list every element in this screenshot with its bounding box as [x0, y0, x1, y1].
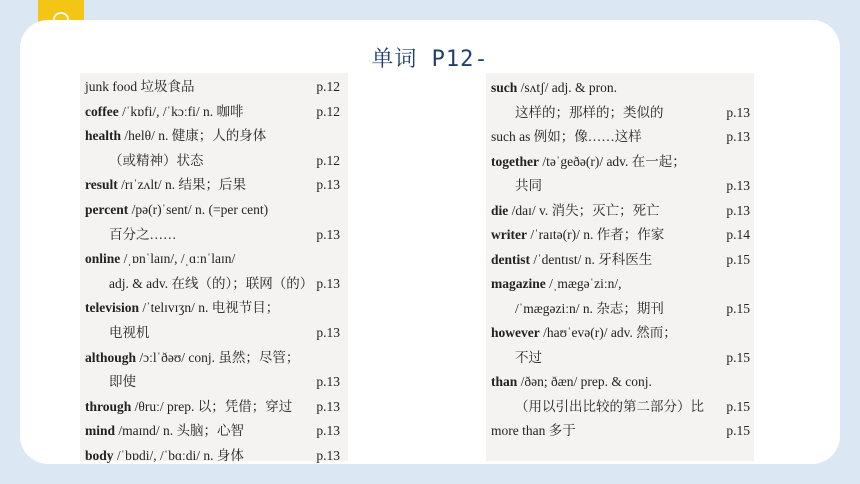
vocab-entry — [491, 370, 754, 395]
definition: junk food 垃圾食品 — [85, 79, 195, 94]
vocab-entry — [491, 272, 754, 297]
definition: /ˈbɒdi/, /ˈbɑːdi/ n. 身体 — [113, 447, 244, 463]
entry-text — [491, 80, 617, 95]
vocab-entry — [85, 124, 348, 149]
definition: more than 多于 — [491, 423, 576, 438]
vocab-entry — [85, 370, 348, 395]
vocab-entry — [491, 199, 754, 224]
definition: such as 例如；像……这样 — [491, 129, 642, 144]
entry-text — [85, 79, 195, 94]
entry-text — [85, 153, 204, 168]
definition: /ˈraɪtə(r)/ n. 作者；作家 — [526, 227, 665, 242]
headword: health — [85, 128, 122, 144]
vocab-column-left — [80, 73, 348, 461]
page-ref: p.13 — [726, 104, 750, 120]
page-ref: p.13 — [316, 324, 340, 340]
vocab-entry — [85, 419, 348, 444]
vocab-entry — [85, 247, 348, 272]
headword: die — [491, 202, 509, 218]
vocab-entry — [85, 223, 348, 248]
entry-text — [85, 448, 244, 463]
entry-text — [85, 202, 268, 217]
page-title: 单词 P12- — [371, 47, 489, 72]
page-ref: p.12 — [316, 103, 340, 119]
entry-text — [491, 325, 677, 340]
entry-text — [85, 276, 313, 291]
page-ref: p.15 — [726, 423, 750, 438]
entry-text — [85, 423, 244, 438]
vocab-entry — [491, 346, 754, 371]
entry-text — [491, 227, 664, 242]
definition: （或精神）状态 — [109, 152, 204, 168]
definition: /haʊˈevə(r)/ adv. 然而； — [539, 325, 677, 340]
entry-text — [85, 177, 246, 192]
definition: 百分之…… — [109, 226, 177, 242]
entry-text — [491, 178, 542, 193]
definition: 即使 — [109, 374, 136, 390]
entry-text — [491, 105, 664, 120]
page-ref: p.13 — [726, 129, 750, 144]
entry-text — [491, 276, 621, 291]
vocab-entry — [85, 173, 348, 198]
vocab-entry — [85, 198, 348, 223]
definition: /ðən; ðæn/ prep. & conj. — [517, 374, 652, 389]
headword: mind — [85, 423, 116, 439]
vocab-entry — [491, 223, 754, 248]
definition: /θruː/ prep. 以；凭借；穿过 — [131, 398, 293, 414]
vocab-entry — [491, 395, 754, 420]
page-ref: p.15 — [726, 251, 750, 267]
entry-text — [85, 399, 292, 414]
page-ref: p.13 — [316, 423, 340, 439]
vocab-entry — [491, 419, 754, 444]
headword: online — [85, 251, 121, 267]
entry-text — [491, 252, 652, 267]
headword: percent — [85, 201, 129, 217]
vocab-entry — [85, 321, 348, 346]
definition: /rɪˈzʌlt/ n. 结果；后果 — [117, 177, 246, 193]
page-ref: p.12 — [316, 152, 340, 168]
page-ref: p.13 — [316, 374, 340, 390]
vocab-entry — [491, 101, 754, 126]
headword: writer — [491, 227, 527, 242]
page-ref: p.14 — [726, 227, 750, 242]
headword: although — [85, 349, 137, 365]
definition: /ˌɒnˈlaɪn/, /ˌɑːnˈlaɪn/ — [120, 251, 236, 267]
entry-text — [491, 203, 660, 218]
vocab-entry — [85, 296, 348, 321]
headword: body — [85, 447, 114, 463]
entry-text — [85, 128, 266, 143]
page-ref: p.15 — [726, 300, 750, 316]
headword: through — [85, 398, 132, 414]
definition: /daɪ/ v. 消失；灭亡；死亡 — [508, 202, 660, 218]
vocab-entry — [85, 75, 348, 100]
entry-text — [85, 350, 299, 365]
page-ref: p.13 — [316, 398, 340, 414]
entry-text — [491, 399, 704, 414]
page-ref: p.15 — [726, 349, 750, 365]
headword: magazine — [491, 276, 546, 291]
headword: television — [85, 300, 139, 316]
headword: coffee — [85, 103, 119, 119]
headword: dentist — [491, 251, 531, 267]
entry-text — [85, 374, 136, 389]
page-ref: p.12 — [316, 79, 340, 94]
page-ref: p.13 — [316, 447, 340, 463]
entry-text — [85, 104, 244, 119]
definition: /ˌmægəˈziːn/, — [545, 276, 622, 291]
vocab-entry — [491, 248, 754, 273]
entry-text — [491, 301, 664, 316]
entry-text — [85, 251, 235, 266]
vocab-entry — [491, 125, 754, 150]
vocab-entry — [85, 149, 348, 174]
entry-text — [491, 423, 576, 438]
entry-text — [491, 350, 542, 365]
entry-text — [491, 374, 652, 389]
headword: together — [491, 153, 539, 169]
vocab-column-right — [486, 73, 754, 461]
definition: /ˈdentɪst/ n. 牙科医生 — [530, 251, 653, 267]
entry-text — [491, 154, 686, 169]
headword: however — [491, 325, 540, 340]
entry-text — [85, 300, 279, 315]
definition: （用以引出比较的第二部分）比 — [515, 398, 704, 414]
entry-text — [85, 227, 177, 242]
definition: /ˈtelɪvɪʒn/ n. 电视节目； — [139, 300, 280, 316]
definition: /pə(r)ˈsent/ n. (=per cent) — [128, 201, 269, 217]
vocab-entry — [85, 346, 348, 371]
definition: /sʌtʃ/ adj. & pron. — [517, 80, 618, 95]
vocab-entry — [491, 174, 754, 199]
definition: 不过 — [515, 349, 542, 365]
vocab-entry — [85, 444, 348, 469]
definition: 电视机 — [109, 324, 150, 340]
page-ref: p.15 — [726, 398, 750, 414]
definition: /ˈmægəziːn/ n. 杂志；期刊 — [515, 300, 664, 316]
definition: /ɔːlˈðəʊ/ conj. 虽然；尽管； — [136, 349, 300, 365]
entry-text — [85, 325, 150, 340]
page-ref: p.13 — [316, 226, 340, 242]
headword: such — [491, 80, 518, 95]
entry-text — [491, 129, 642, 144]
vocab-entry — [491, 150, 754, 175]
vocab-entry — [85, 100, 348, 125]
vocab-entry — [85, 395, 348, 420]
definition: 共同 — [515, 178, 542, 193]
definition: /ˈkɒfi/, /ˈkɔːfi/ n. 咖啡 — [118, 103, 244, 119]
headword: than — [491, 374, 518, 389]
definition: /təˈgeðə(r)/ adv. 在一起； — [538, 153, 686, 169]
headword: result — [85, 177, 118, 193]
page-ref: p.13 — [316, 275, 340, 291]
page-ref: p.13 — [726, 202, 750, 218]
vocab-entry — [491, 297, 754, 322]
definition: /maɪnd/ n. 头脑；心智 — [115, 423, 245, 439]
vocab-entry — [491, 321, 754, 346]
vocab-entry — [491, 76, 754, 101]
definition: adj. & adv. 在线（的）；联网（的） — [109, 275, 314, 291]
definition: /helθ/ n. 健康；人的身体 — [121, 128, 267, 144]
page-ref: p.13 — [316, 177, 340, 193]
vocab-entry — [85, 272, 348, 297]
definition: 这样的；那样的；类似的 — [515, 104, 664, 120]
page-ref: p.13 — [726, 178, 750, 193]
